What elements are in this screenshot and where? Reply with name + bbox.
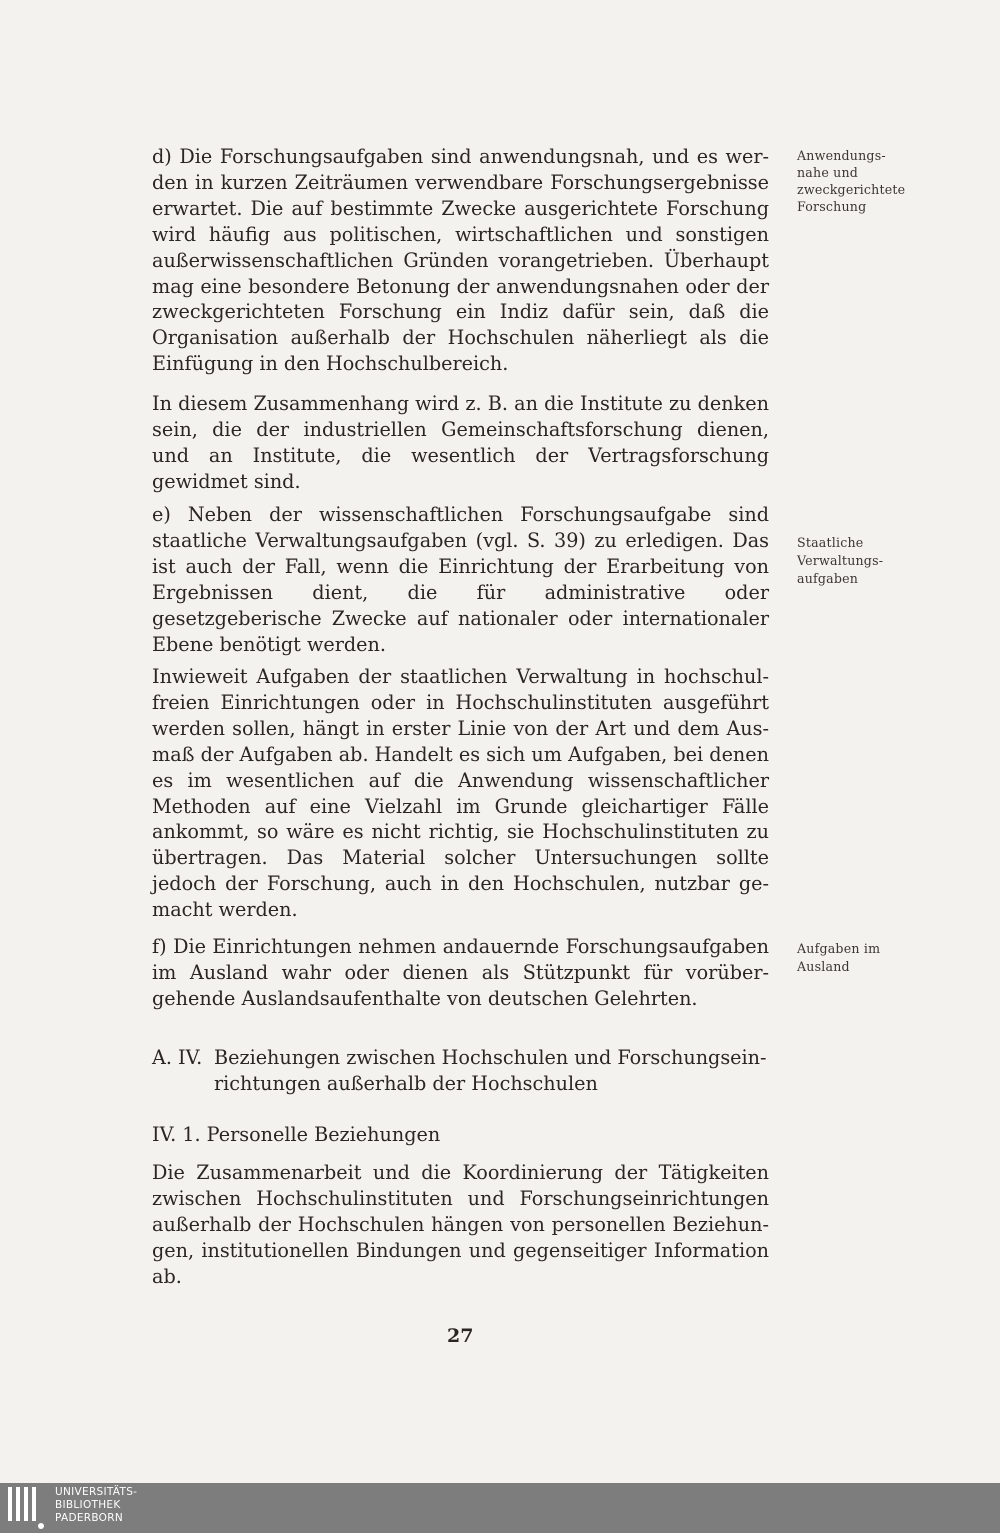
- page-number: 27: [447, 1325, 474, 1347]
- margin-note-ausland: [797, 940, 937, 976]
- library-footer-bar: [0, 1483, 1000, 1533]
- paragraph-e-continued: [152, 664, 769, 923]
- margin-note-line: Verwaltungs-: [797, 553, 884, 568]
- paragraph-e-text: e) Neben der wissenschaftlichen Forschungsaufgabe sind staatliche Verwaltungsaufgaben (vgl. S. 39) zu erledigen. Das ist auch der Fall, wenn die Einrichtung der Erarbeitung von Ergebnissen dient, die für administrative oder gesetzgeberische Zwecke auf nationaler oder internationaler Ebene benötigt werden.: [152, 503, 769, 656]
- margin-note-line: Aufgaben im: [797, 941, 881, 956]
- section-number: A. IV.: [152, 1046, 203, 1069]
- library-logo-dot-icon: [38, 1523, 44, 1529]
- paragraph-d2-text: In diesem Zusammenhang wird z. B. an die Institute zu denken sein, die der industriellen Gemeinschaftsforschung dienen, und an Institute, die wesentlich der Vertragsforschung gewidmet sind.: [152, 392, 769, 493]
- paragraph-d: [152, 144, 769, 377]
- library-name-line-1: UNIVERSITÄTS-: [55, 1486, 138, 1498]
- library-name-line-2: BIBLIOTHEK: [55, 1499, 121, 1511]
- margin-note-line: Anwendungs-: [797, 148, 886, 163]
- margin-note-line: zweckgerichtete: [797, 182, 906, 197]
- margin-note-anwendungsnahe: [797, 147, 937, 216]
- paragraph-e2-text: Inwieweit Aufgaben der staatlichen Verwaltung in hochschulfreien Einrichtungen oder in Hochschulinstituten ausgeführt werden sollen, hängt in erster Linie von der Art und dem Ausmaß der Aufgaben ab. Handelt es sich um Aufgaben, bei denen es im wesentlichen auf die Anwendung wissenschaftlicher Methoden auf eine Vielzahl im Grunde gleichartiger Fälle ankommt, so wäre es nicht richtig, sie Hochschulinstituten zu übertragen. Das Material solcher Untersuchungen sollte jedoch der Forschung, auch in den Hochschulen, nutzbar gemacht werden.: [152, 665, 769, 922]
- library-name-line-3: PADERBORN: [55, 1512, 123, 1524]
- paragraph-d-continued: [152, 391, 769, 495]
- paragraph-f: [152, 934, 769, 1012]
- paragraph-d-text: d) Die Forschungsaufgaben sind anwendungsnah, und es werden in kurzen Zeiträumen verwendbare Forschungsergebnisse erwartet. Die auf bestimmte Zwecke ausgerichtete Forschung wird häufig aus politischen, wirtschaftlichen und sonstigen außerwissenschaftlichen Gründen vorangetrieben. Überhaupt mag eine besondere Betonung der anwendungsnahen oder der zweckgerichteten Forschung ein Indiz dafür sein, daß die Organisation außerhalb der Hochschulen näherliegt als die Einfügung in den Hochschulbereich.: [152, 145, 769, 376]
- margin-note-line: Ausland: [797, 959, 850, 974]
- paragraph-f-text: f) Die Einrichtungen nehmen andauernde Forschungsaufgaben im Ausland wahr oder dienen als Stützpunkt für vorübergehende Auslandsaufenthalte von deutschen Gelehrten.: [152, 935, 769, 1010]
- paragraph-e: [152, 502, 769, 657]
- section-heading: [152, 1045, 792, 1097]
- margin-note-line: Staatliche: [797, 535, 864, 550]
- paragraph-final-text: Die Zusammenarbeit und die Koordinierung der Tätigkeiten zwischen Hochschulinstituten und Forschungseinrichtungen außerhalb der Hochschulen hängen von personellen Beziehungen, institutionellen Bindungen und gegenseitiger Information ab.: [152, 1161, 769, 1288]
- margin-note-line: nahe und: [797, 165, 859, 180]
- paragraph-final: [152, 1160, 769, 1290]
- margin-note-line: aufgaben: [797, 571, 859, 586]
- margin-note-verwaltungsaufgaben: [797, 534, 937, 588]
- library-logo-icon: [8, 1487, 40, 1529]
- margin-note-line: Forschung: [797, 199, 867, 214]
- subsection-heading: IV. 1. Personelle Beziehungen: [152, 1123, 441, 1146]
- section-title-line-1: Beziehungen zwischen Hochschulen und Forschungsein-: [214, 1046, 767, 1069]
- section-title-line-2: richtungen außerhalb der Hochschulen: [214, 1072, 598, 1095]
- library-name: [55, 1486, 137, 1525]
